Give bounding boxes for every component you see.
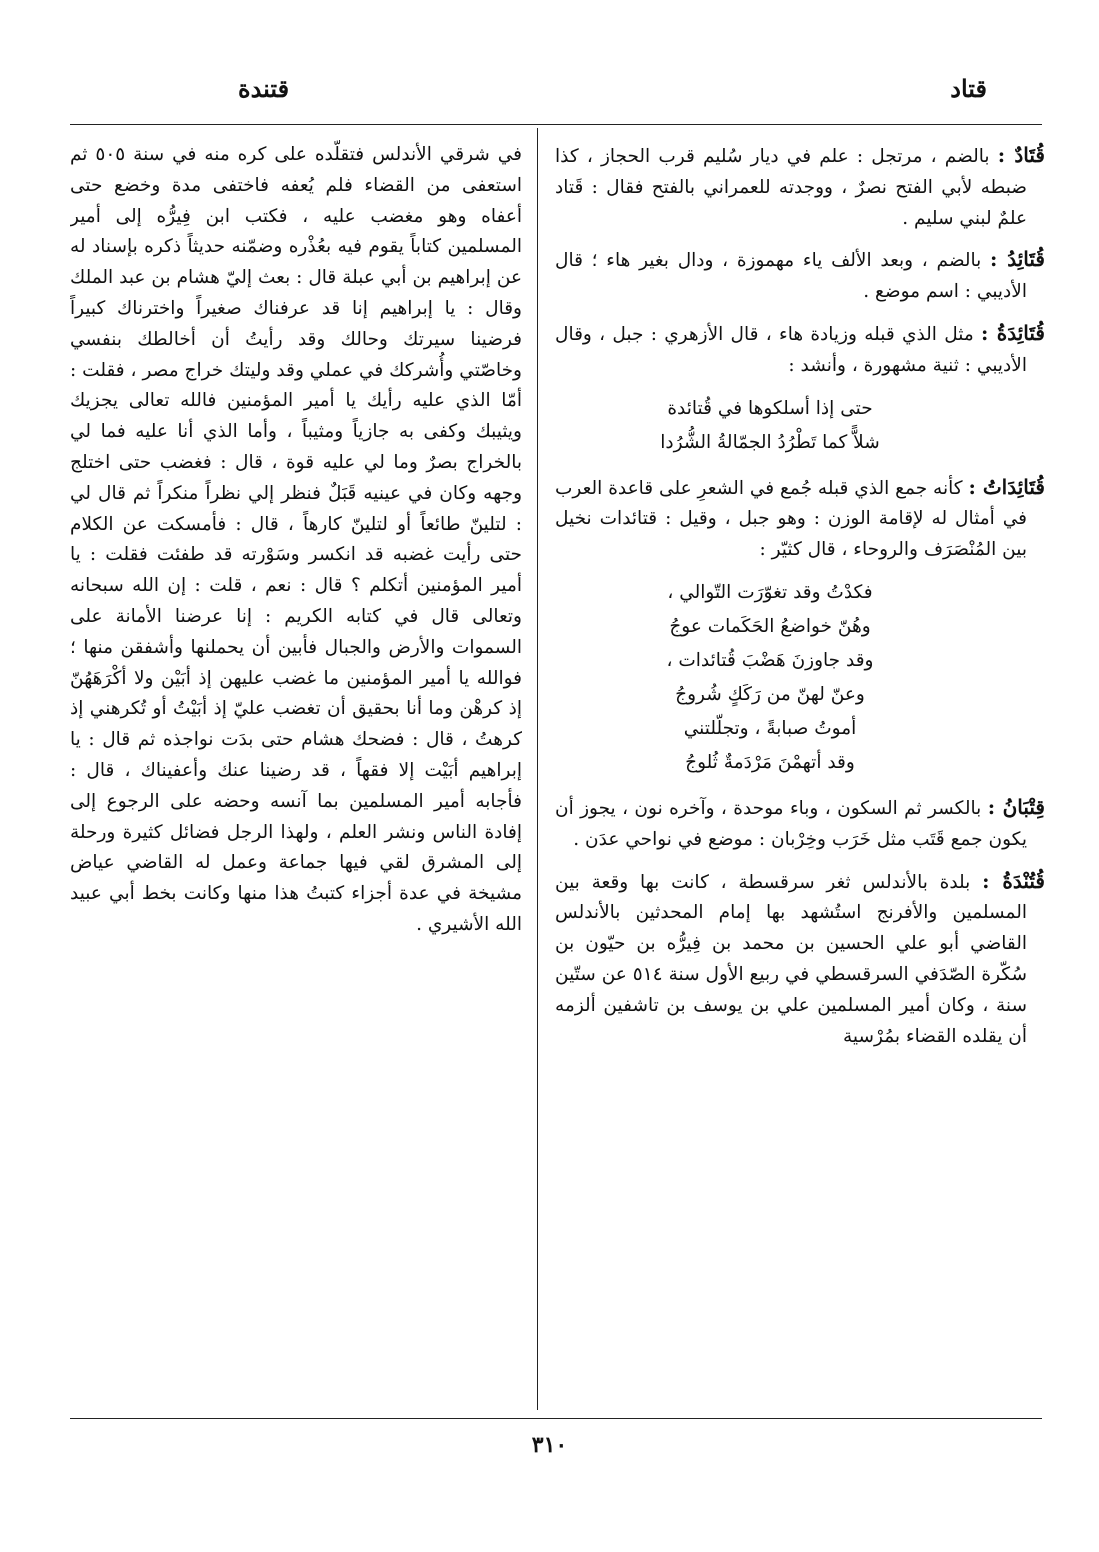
headword: قُتَائِدُ :	[990, 247, 1045, 272]
verse-block	[555, 392, 1045, 460]
headword: قُتَادٌ :	[997, 143, 1045, 167]
entry-text: مثل الذي قبله وزيادة هاء ، قال الأزهري : جبل ، وقال الأديبي : ثنية مشهورة ، وأنشد :	[555, 323, 1027, 376]
entry-qutunda	[555, 866, 1045, 1053]
headword: قُتُنْدَةُ :	[982, 868, 1045, 893]
headword: قُتَائِدَاتُ :	[968, 474, 1045, 499]
top-rule	[70, 124, 1042, 125]
verse-block	[555, 576, 1045, 780]
verse-line: شلاًّ كما تَطْرُدُ الجمّالةُ الشُّرُدا	[660, 431, 880, 453]
entry-qutaid	[555, 244, 1045, 308]
entry-qutaidat	[555, 472, 1045, 566]
entry-text: كأنه جمع الذي قبله جُمع في الشعرِ على قاعدة العرب في أمثال له لإقامة الوزن : وهو جبل ، وقيل : قتائدات نخيل بين المُنْصَرَف والروحاء ، قال كثيّر :	[555, 477, 1027, 561]
verse-line: وقد أتهمْنَ مَرْدَمةٌ ثُلوجُ	[685, 751, 855, 773]
verse-line: وعنّ لهنّ من رَكَكٍ شُروجُ	[675, 683, 865, 705]
column-divider	[537, 128, 538, 1410]
entry-qutaida	[555, 318, 1045, 382]
verse-line: وهُنّ خواضعُ الحَكَمات عوجُ	[669, 615, 871, 637]
verse-line: فكدْتُ وقد تغوّرَت التّوالي ،	[667, 581, 873, 603]
verse-line: حتى إذا أسلكوها في قُتائدة	[667, 397, 873, 419]
entry-qitban	[555, 792, 1045, 856]
entry-text: بالكسر ثم السكون ، وباء موحدة ، وآخره نون ، يجوز أن يكون جمع قَتَب مثل خَرَب وخِرْبان : موضع في نواحي عدَن .	[555, 797, 1027, 850]
right-column	[555, 140, 1045, 1410]
left-column	[70, 140, 522, 1410]
entry-text: بالضم ، مرتجل : علم في ديار سُليم قرب الحجاز ، كذا ضبطه لأبي الفتح نصرٌ ، ووجدته للعمراني بالفتح فقال : قَتاد علمٌ لبني سليم .	[555, 146, 1027, 229]
headword: قِتْبَانُ :	[987, 794, 1045, 819]
entry-text: بلدة بالأندلس ثغر سرقسطة ، كانت بها وقعة بين المسلمين والأفرنج استُشهد بها إمام المحدثين بالأندلس القاضي أبو علي الحسين بن محمد بن فِيرُّه بن حيّون بن سُكّرة الصّدَفي السرقسطي في ربيع الأول سنة ٥١٤ عن ستّين سنة ، وكان أمير المسلمين علي بن يوسف بن تاشفين ألزمه أن يقلده القضاء بمُرْسية	[555, 871, 1027, 1047]
verse-line: وقد جاوزنَ هَضْبَ قُتائدات ،	[666, 649, 874, 671]
body-paragraph: في شرقي الأندلس فتقلّده على كره منه في سنة ٥٠٥ ثم استعفى من القضاء فلم يُعفه فاختفى مدة وخضع حتى أعفاه وهو مغضب عليه ، فكتب ابن فِيرُّه إلى أمير المسلمين كتاباً يقوم فيه بعُذْره وضمّنه حديثاً ذكره بإسناد له عن إبراهيم بن أبي عبلة قال : بعث إليّ هشام بن عبد الملك وقال : يا إبراهيم إنا قد عرفناك صغيراً واخترناك كبيراً فرضينا سيرتك وحالك وقد رأيتُ أن أخالطك بنفسي وخاصّتي وأُشركك في عملي وقد وليتك خراج مصر ، فقلت : أمّا الذي عليه رأيك يا أمير المؤمنين فالله تعالى يجزيك ويثيبك وكفى به جازياً ومثيباً ، وأما الذي أنا عليه فما لي بالخراج بصرٌ وما لي عليه قوة ، قال : فغضب حتى اختلج وجهه وكان في عينيه قَبَلٌ فنظر إلي نظراً منكراً ثم قال لي : لتلينّ طائعاً أو لتلينّ كارهاً ، قال : فأمسكت عن الكلام حتى رأيت غضبه قد انكسر وسَوْرته قد طفئت فقلت : يا أمير المؤمنين أتكلم ؟ قال : نعم ، قلت : إن الله سبحانه وتعالى قال في كتابه الكريم : إنا عرضنا الأمانة على السموات والأرض والجبال فأبين أن يحملنها وأشفقن منها ؛ فوالله يا أمير المؤمنين ما غضب عليهن إذ أبَيْن ولا أكْرَهَهُنّ إذ كرهْن وما أنا بحقيق أن تغضب عليّ إذ أبَيْتُ أو تُكرهني إذ كرهتُ ، قال : فضحك هشام حتى بدَت نواجذه ثم قال : يا إبراهيم أبَيْت إلا فقهاً ، قد رضينا عنك وأعفيناك ، قال : فأجابه أمير المسلمين بما آنسه وحضه على الرجوع إلى إفادة الناس ونشر العلم ، ولهذا الرجل فضائل كثيرة ورحلة إلى المشرق لقي فيها جماعة وعمل له القاضي عياض مشيخة في عدة أجزاء كتبتُ هذا منها وكانت بخط أبي عبيد الله الأشيري .	[70, 144, 522, 935]
running-head-right: قتاد	[950, 74, 987, 103]
verse-line: أموتُ صبابةً ، وتجلّلتني	[683, 717, 857, 739]
entry-text: بالضم ، وبعد الألف ياء مهموزة ، ودال بغير هاء ؛ قال الأديبي : اسم موضع .	[555, 250, 1027, 303]
headword: قُتَائِدَةُ :	[981, 320, 1045, 345]
page-number: ٣١٠	[531, 1432, 568, 1458]
bottom-rule	[70, 1418, 1042, 1419]
entry-qutad	[555, 140, 1045, 234]
running-head-left: قتندة	[238, 74, 290, 103]
